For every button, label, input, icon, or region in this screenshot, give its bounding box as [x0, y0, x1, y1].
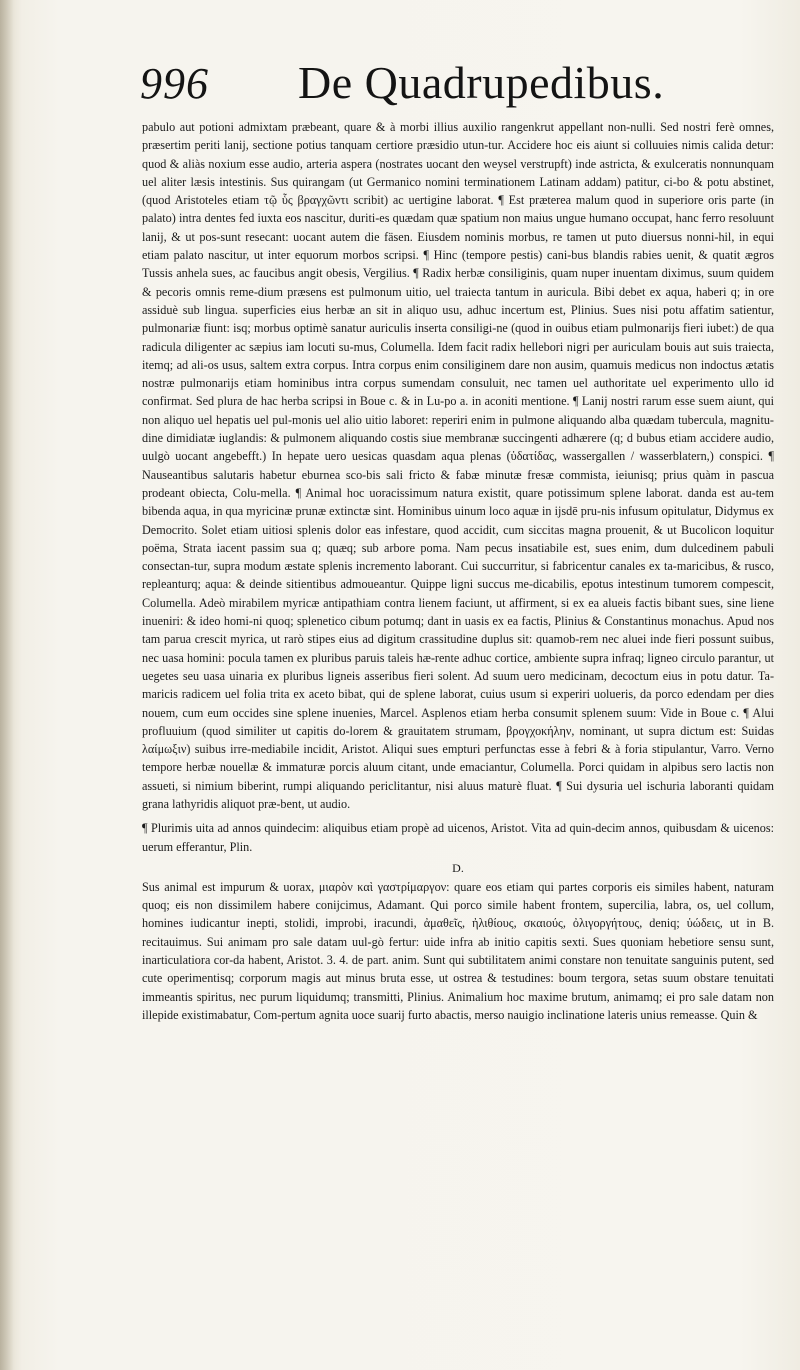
- running-title: De Quadrupedibus.: [298, 57, 665, 108]
- section-marker: D.: [452, 860, 464, 875]
- page-number: 996: [140, 59, 209, 108]
- paragraph-uita: ¶ Plurimis uita ad annos quindecim: aliquibus etiam propè ad uicenos, Aristot. Vita ad quin-decim annos, quibusdam & uicenos: uerum efferantur, Plin.: [142, 821, 774, 854]
- paragraph-morbi: pabulo aut potioni admixtam præbeant, quare & à morbi illius auxilio rangenkrut appellant non-nulli. Sed nostri ferè omnes, præsertim periti lanij, sectione potius tanquam certiore præsidio utun-tur. Accidere hoc eis aiunt si colluuies nimis calida detur: quod & aliàs noxium esse audio, arteria aspera (nostrates uocant den weysel verstrupft) inde astricta, & exulceratis nonnunquam uel aliter læsis intestinis. Sus quirangam (ut Germanico nomini terminationem Latinam addam) patitur, ci-bo & potu abstinet, (quod Aristoteles etiam τῷ ὗς βραγχῶντι scribit) ac uertigine laborat. ¶ Est præterea malum quod in superiore oris parte (in palato) intra dentes fed iuxta eos nascitur, duriti-es quædam quæ spatium non maius ungue humano occupat, hanc ferro resoluunt lanij, & ut pos-sunt resecant: uocant autem die fäsen. Eiusdem nominis morbus, re tamen ut puto diuersus nonni-hil, in equi etiam palato nascitur, ut inter equorum morbos scripsi. ¶ Hinc (tempore pestis) cani-bus blandis rabies uenit, & quatit ægros Tussis anhela sues, ac faucibus angit obesis, Vergilius. ¶ Radix herbæ consiliginis, quam nuper inuentam diximus, suum quidem & pecoris omnis reme-dium præsens est pulmonum uitio, uel traiecta tantum in auricula. Bibi debet ex aqua, haberi q; in ore assiduè sub lingua. superficies eius herbæ an sit in aliquo usu, adhuc incertum est, Plinius. Sues nisi potu affatim satientur, pulmonariæ fiunt: isq; morbus optimè sanatur auriculis inserta consiligi-ne (quod in ouibus etiam pulmonarijs fieri iubet:) de qua radicula diligenter ac sæpius iam locuti su-mus, Columella. Idem facit radix hellebori nigri per auriculam bouis aut suis traiecta, itemq; ad ali-os usus, saltem extra corpus. Intra corpus enim consiliginem dare non ausim, quamuis medicus non indoctus ætatis nostræ pulmonarijs etiam hominibus intra corpus sumendam consuluit, nec tamen uel authoritate uel experimento ullo id confirmat. Sed plura de hac herba scripsi in Boue c. & in Lu-po a. in aconiti mentione. ¶ Lanij nostri rarum esse suem aiunt, qui non aliquo uel hepatis uel pul-monis uel alio uitio laboret: reperiri enim in pulmone aliquando alba quædam tubercula, magnitu-dine dimidiatæ iuglandis: & pulmonem aliquando costis siue membranæ succingenti adhærere (q; d bubus etiam accidere audio, uulgò uocant angebefft.) In hepate uero uesicas quasdam aqua plenas (ὑδατίδας, wassergallen / wasserblatern,) conspici. ¶ Nauseantibus salutaris habetur eburnea sco-bis sali fricto & fabæ minutæ fresæ commista, ieiunisq; prius quàm in pascua prodeant obiecta, Colu-mella. ¶ Animal hoc uoracissimum natura existit, quare potissimum splene laborat. danda est au-tem bibenda aqua, in qua myricinæ prunæ extinctæ sint. Hominibus uinum loco aquæ in ijsdē pru-nis infusum opitulatur, Didymus ex Democrito. Solet etiam uitiosi splenis dolor eas infestare, quod accidit, cum siccitas magna prouenit, & ut Bucolicon loquitur poëma, Strata iacent passim sua q; quæq; sub arbore poma. Nam pecus insatiabile est, sues enim, dum dulcedinem pabuli consectan-tur, supra modum æstate splenis incremento laborant. Cui succurritur, si fabricentur canales ex ta-maricibus, & rusco, repleanturq; aqua: & deinde sitientibus admoueantur. Quippe ligni succus me-dicabilis, epotus intestinum tumorem compescit, Columella. Adeò mirabilem myricæ antipathiam contra lienem faciunt, ut affirment, si ex ea alueis factis bibant sues, sine liene inueniri: & ideo homi-ni quoq; splenetico cibum potumq; dant in uasis ex ea factis, Plinius & Constantinus monachus. Apud nos tam parua crescit myrica, ut rarò stipes eius ad digitum crassitudine duplus sit: quamob-rem nec aluei inde fieri possunt suibus, nec uasa homini: pocula tamen ex pluribus paruis taleis hæ-rente adhuc cortice, ambiente supra infraq; ligneo circulo parantur, ut uegetes seu uasa uinaria ex pluribus ligneis asseribus fieri solent. Ad suum uero medicinam, decoctum eius in potu datur. Ta-maricis radicem uel folia trita ex aceto bibat, qui de splene laborat, cuius usum si experiri uolueris, da porco edendam per dies nouem, cum eum occides sine splene inuenies, Marcel. Asplenos etiam herba consumit splenem suum: Vide in Boue c. ¶ Alui profluuium (quod similiter ut capitis do-lorem & grauitatem strumam, βρογχοκήλην, nominant, ut supra dictum est: Suidas λαίμωξιν) suibus irre-mediabile incidit, Aristot. Aliqui sues empturi perfunctas esse à febri & à foria stipulantur, Varro. Verno tempore herbæ nouellæ & immaturæ porcis aluum citant, unde emaciantur, Columella. Porci quidam in alpibus sero lactis non assueti, si nimium biberint, rumpi aliquando periclitantur, nisi aluus maturè fluat. ¶ Sui dysuria uel ischuria laboranti quidam grana lathyridis aliquot præ-bent, ut audio.: [142, 120, 774, 811]
- page-header: [140, 57, 760, 122]
- body-text: [142, 118, 774, 1024]
- paragraph-mores: Sus animal est impurum & uorax, μιαρὸν καὶ γαστρίμαργον: quare eos etiam qui partes corporis eis similes habent, naturam quoq; eis non dissimilem habere conijcimus, Adamant. Qui porco simile habent frontem, supercilia, labra, os, uel collum, homines iudicantur inepti, stolidi, improbi, iracundi, ἀμαθεῖς, ἠλιθίους, σκαιούς, ὀλιγοργήτους, deniq; ὑώδεις, ut in B. recitauimus. Sui animam pro sale datam uul-gò fertur: uide infra ab initio capitis sexti. Sues quoniam hebetiore sensu sunt, inarticulatiora cor-da habent, Aristot. 3. 4. de part. anim. Sunt qui subtilitatem animi constare non tenuitate sanguinis putent, sed cute operimentisq; corporum magis aut minus bruta esse, ut ostrea & testudines: boum tergora, setas suum obstare tenuitati immeantis spiritus, nec purum liquidumq; transmitti, Plinius. Animalium hoc maxime brutum, animamq; ei pro sale datam non illepide existimabatur, Com-pertum agnita uoce suarij furto abactis, merso nauigio inclinatione lateris unius remeasse. Quin &: [142, 879, 774, 1022]
